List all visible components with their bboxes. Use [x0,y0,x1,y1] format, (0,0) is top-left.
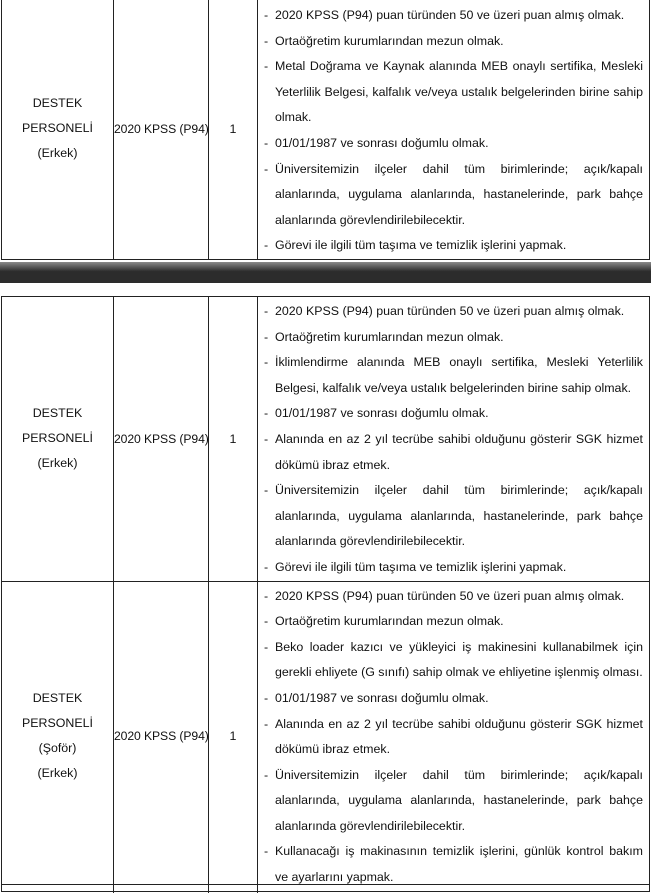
exam-type: 2020 KPSS (P94) [114,581,209,891]
requirement-item: - Üniversitemizin ilçeler dahil tüm birimlerinde; açık/kapalı alanlarında, uygulama alanlarında, hastanelerinde, park bahçe alanlarında görevlendirilebilecektir. [264,763,643,840]
position-title-line: DESTEK [32,96,83,111]
requirement-item: - 2020 KPSS (P94) puan türünden 50 ve üzeri puan almış olmak. [264,3,643,29]
requirement-item: - Görevi ile ilgili tüm taşıma ve temizlik işlerini yapmak. [264,233,643,259]
position-title [2,0,114,259]
requirements-cell [258,0,650,259]
requirement-item: - Alanında en az 2 yıl tecrübe sahibi olduğunu gösterir SGK hizmet dökümü ibraz etmek. [264,712,643,763]
position-title-line: PERSONELİ [22,431,93,446]
position-title-line: PERSONELİ [22,121,93,136]
position-title-line: (Erkek) [37,456,78,471]
requirement-item: - 01/01/1987 ve sonrası doğumlu olmak. [264,686,643,712]
position-count: 1 [209,0,258,259]
requirement-item: - Metal Doğrama ve Kaynak alanında MEB onaylı sertifika, Mesleki Yeterlilik Belgesi, kalfalık ve/veya ustalık belgelerinden birine sahip olmak. [264,54,643,131]
requirement-item: - 2020 KPSS (P94) puan türünden 50 ve üzeri puan almış olmak. [264,299,643,325]
requirement-item: - Görevi ile ilgili tüm taşıma ve temizlik işlerini yapmak. [264,555,643,581]
position-title-line: (Şoför) [38,741,77,756]
requirement-item: - Ortaöğretim kurumlarından mezun olmak. [264,609,643,635]
requirement-item: - Ortaöğretim kurumlarından mezun olmak. [264,29,643,55]
position-title [2,581,114,891]
position-title-line: DESTEK [32,691,83,706]
requirement-item: - Üniversitemizin ilçeler dahil tüm birimlerinde; açık/kapalı alanlarında, uygulama alanlarında, hastanelerinde, park bahçe alanlarında görevlendirilebilecektir. [264,478,643,555]
requirement-item: - Alanında en az 2 yıl tecrübe sahibi olduğunu gösterir SGK hizmet dökümü ibraz etmek. [264,427,643,478]
requirements-list [264,584,643,891]
position-count: 1 [209,581,258,891]
exam-type: 2020 KPSS (P94) [114,297,209,582]
position-row [2,581,650,891]
position-title-line: DESTEK [32,406,83,421]
position-title-line: (Erkek) [37,766,78,781]
exam-type: 2020 KPSS (P94) [114,0,209,259]
position-count: 1 [209,297,258,582]
position-title-line: (Erkek) [37,146,78,161]
position-table-1 [1,0,650,260]
requirements-cell [258,297,650,582]
position-table-2 [1,296,650,892]
requirements-list [264,299,643,581]
position-row [2,0,650,259]
requirement-item: - 01/01/1987 ve sonrası doğumlu olmak. [264,131,643,157]
requirements-cell [258,581,650,891]
requirement-item: - Beko loader kazıcı ve yükleyici iş makinesini kullanabilmek için gerekli ehliyete (G sınıfı) sahip olmak ve ehliyetine işlenmiş olması. [264,635,643,686]
requirement-item: - Üniversitemizin ilçeler dahil tüm birimlerinde; açık/kapalı alanlarında, uygulama alanlarında, hastanelerinde, park bahçe alanlarında görevlendirilebilecektir. [264,157,643,234]
requirement-item: - Ortaöğretim kurumlarından mezun olmak. [264,325,643,351]
position-row [2,297,650,582]
position-title-line: PERSONELİ [22,716,93,731]
page-break-band [0,262,651,283]
requirements-list [264,3,643,259]
requirement-item: - 2020 KPSS (P94) puan türünden 50 ve üzeri puan almış olmak. [264,584,643,610]
requirement-item: - Kullanacağı iş makinasının temizlik işlerini, günlük kontrol bakım ve ayarlarını yapmak. [264,839,643,890]
position-title [2,297,114,582]
requirement-item: - İklimlendirme alanında MEB onaylı sertifika, Mesleki Yeterlilik Belgesi, kalfalık ve/veya ustalık belgelerinden birine sahip olmak. [264,350,643,401]
requirement-item: - 01/01/1987 ve sonrası doğumlu olmak. [264,401,643,427]
